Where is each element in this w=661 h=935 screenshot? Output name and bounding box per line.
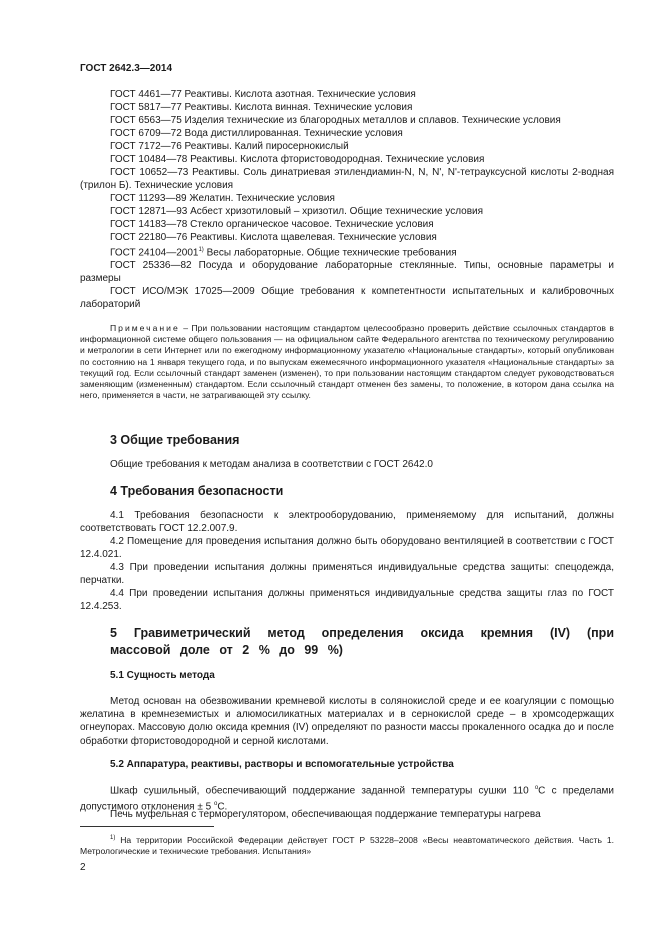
footnote: [80, 833, 614, 858]
reference-item: ГОСТ 12871—93 Асбест хризотиловый – хризотил. Общие технические условия: [110, 206, 484, 217]
reference-item: ГОСТ 10484—78 Реактивы. Кислота фтористоводородная. Технические условия: [110, 154, 485, 165]
note-label: Примечание: [110, 323, 180, 333]
section-5-2-paragraph-2: Печь муфельная с терморегулятором, обеспечивающая поддержание температуры нагрева: [110, 809, 541, 820]
section-4-title: 4 Требования безопасности: [110, 484, 284, 498]
page-header-code: ГОСТ 2642.3—2014: [80, 63, 173, 74]
reference-item: ГОСТ 5817—77 Реактивы. Кислота винная. Технические условия: [110, 102, 413, 113]
section-5-1-text: Метод основан на обезвоживании кремневой кислоты в солянокислой среде и ее коагуляции с помощью желатина в кремнеземистых и алюмосиликатных материалах и в сернокислой среде – в хромсодержащих огнеупорах. Массовую долю оксида кремния (IV) определяют по разности массы прокаленного осадка до и после обработки фтористоводородной и серной кислотами.: [80, 696, 614, 747]
section-5-1-title: 5.1 Сущность метода: [110, 670, 215, 681]
section-4-item-2: 4.2 Помещение для проведения испытания должно быть оборудовано вентиляцией в соответствии с ГОСТ 12.4.021.: [80, 536, 614, 561]
text-part: С.: [217, 800, 228, 812]
reference-item: ГОСТ 6709—72 Вода дистиллированная. Технические условия: [110, 128, 403, 139]
degree-sign: o: [213, 800, 218, 807]
note-text: – При пользовании настоящим стандартом целесообразно проверить действие ссылочных стандартов в информационной системе общего пользования — на официальном сайте Федерального агентства по техническому регулированию и метрологии в сети Интернет или по ежегодному информационному указателю «Национальные стандарты», который опубликован по состоянию на 1 января текущего года, и по выпускам ежемесячного информационного указателя «Национальные стандарты» за текущий год. Если ссылочный стандарт заменен (изменен), то при пользовании настоящим стандартом следует руководствоваться заменяющим (измененным) стандартом. Если ссылочный стандарт отменен без замены, то положение, в котором дана ссылка на него, применяется в части, не затрагивающей эту ссылку.: [80, 323, 614, 401]
section-3-text: Общие требования к методам анализа в соответствии с ГОСТ 2642.0: [110, 459, 433, 470]
reference-item: ГОСТ 25336—82 Посуда и оборудование лабораторные стеклянные. Типы, основные параметры и размеры: [80, 260, 614, 285]
footnote-marker: 1): [198, 247, 204, 253]
section-5-2-title: 5.2 Аппаратура, реактивы, растворы и вспомогательные устройства: [110, 759, 454, 770]
section-4-item-3: 4.3 При проведении испытания должны применяться индивидуальные средства защиты: спецодежда, перчатки.: [80, 562, 614, 587]
footnote-text: На территории Российской Федерации действует ГОСТ Р 53228–2008 «Весы неавтоматического действия. Часть 1. Метрологические и технические требования. Испытания»: [80, 834, 614, 857]
reference-title: Весы лабораторные. Общие технические требования: [203, 247, 457, 259]
footnote-separator: [80, 826, 214, 827]
reference-item: ГОСТ 4461—77 Реактивы. Кислота азотная. Технические условия: [110, 89, 416, 100]
reference-item: ГОСТ 6563—75 Изделия технические из благородных металлов и сплавов. Технические условия: [110, 115, 561, 126]
reference-item: ГОСТ ИСО/МЭК 17025—2009 Общие требования к компетентности испытательных и калибровочных лабораторий: [80, 286, 614, 311]
reference-item: ГОСТ 7172—76 Реактивы. Калий пиросернокислый: [110, 141, 349, 152]
section-4-item-4: 4.4 При проведении испытания должны применяться индивидуальные средства защиты глаз по ГОСТ 12.4.253.: [80, 588, 614, 613]
section-4-item-1: 4.1 Требования безопасности к электрооборудованию, применяемому для испытаний, должны соответствовать ГОСТ 12.2.007.9.: [80, 510, 614, 535]
reference-item: ГОСТ 10652—73 Реактивы. Соль динатриевая этилендиамин-N, N, N', N'-тетрауксусной кислоты 2-водная (трилон Б). Технические условия: [80, 167, 614, 191]
degree-sign: o: [534, 785, 539, 791]
reference-item-24104: [80, 244, 614, 259]
section-5-title: 5 Гравиметрический метод определения оксида кремния (IV) (при массовой доле от 2 % до 99 %): [110, 626, 614, 657]
reference-item: ГОСТ 11293—89 Желатин. Технические условия: [110, 193, 335, 204]
text-part: Шкаф сушильный, обеспечивающий поддержание заданной температуры сушки 110: [110, 785, 535, 797]
section-3-title: 3 Общие требования: [110, 433, 240, 447]
reference-item: ГОСТ 14183—78 Стекло органическое часовое. Технические условия: [110, 219, 434, 230]
footnote-marker: 1): [110, 835, 116, 841]
note-paragraph: [80, 323, 614, 401]
reference-item: ГОСТ 22180—76 Реактивы. Кислота щавелевая. Технические условия: [110, 232, 437, 243]
reference-code: ГОСТ 24104—2001: [110, 247, 199, 259]
text-part: С с пределами допустимого отклонения ± 5: [80, 785, 614, 812]
normative-references-list: [80, 88, 614, 311]
page-number: 2: [80, 862, 86, 873]
